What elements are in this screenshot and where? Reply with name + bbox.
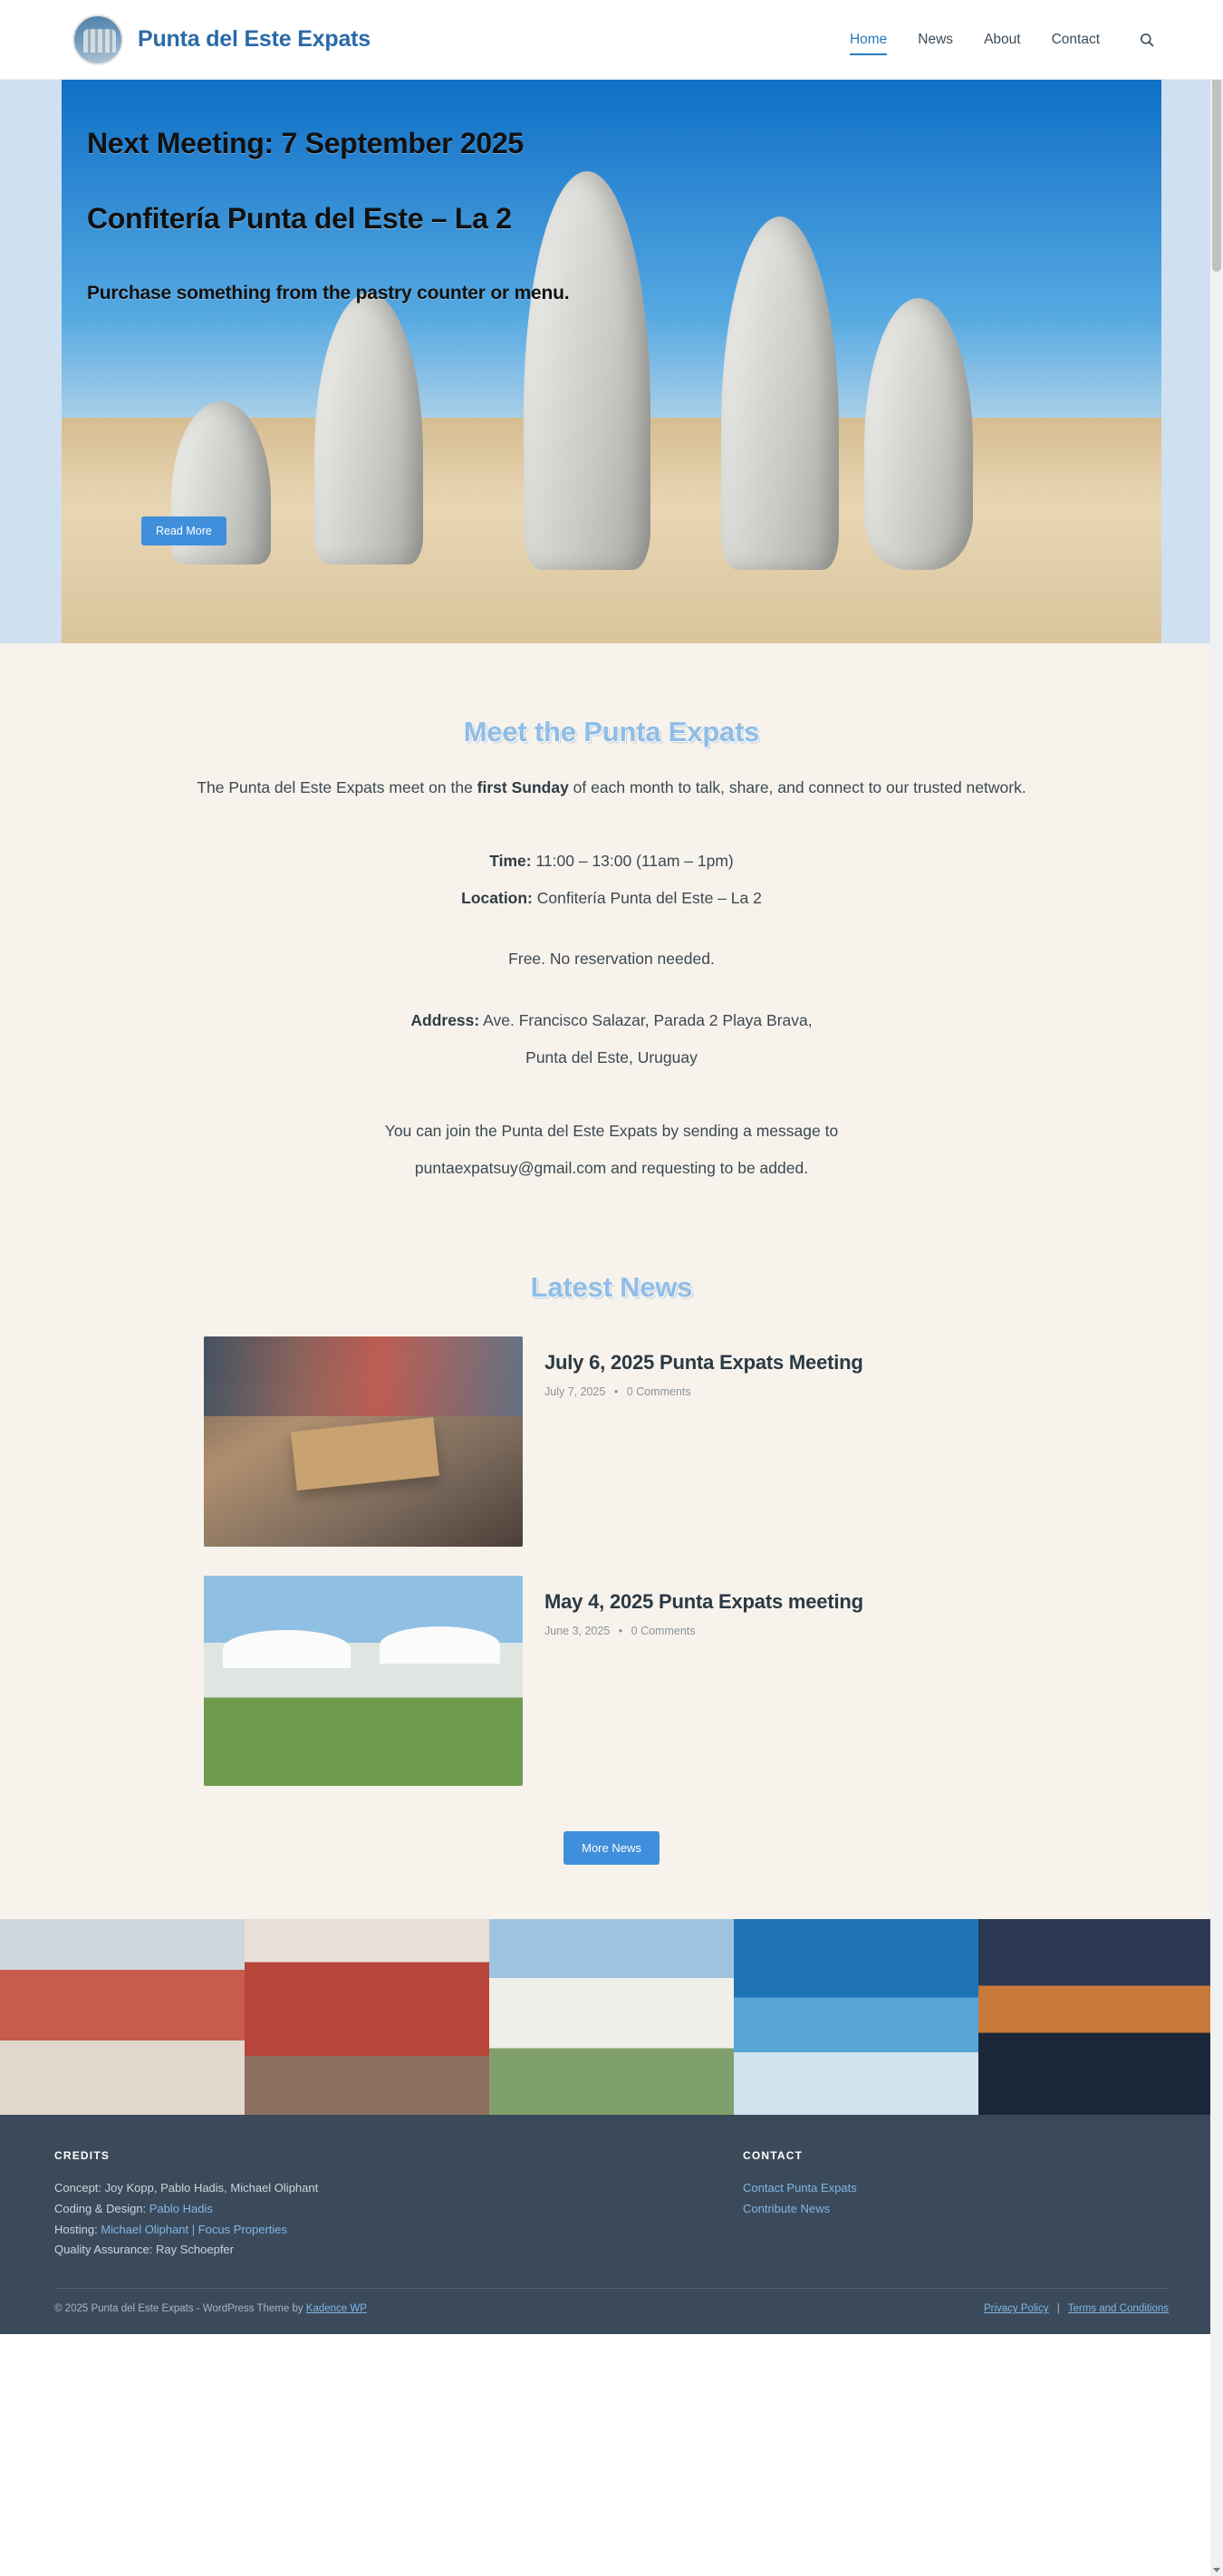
time-value: 11:00 – 13:00 (11am – 1pm) [531,852,734,871]
news-text [544,1576,863,1637]
hero-note: Purchase something from the pastry counter or menu. [87,283,570,304]
search-icon[interactable] [1136,29,1158,51]
news-thumbnail-image[interactable] [204,1576,523,1786]
meet-join-line1: You can join the Punta del Este Expats by sending a message to [384,1121,839,1140]
news-item-date: July 7, 2025 [544,1385,606,1398]
hero-headline: Next Meeting: 7 September 2025 [87,127,524,159]
meta-separator: • [613,1385,619,1398]
site-logo-icon [72,14,123,65]
contact-punta-expats-link[interactable]: Contact Punta Expats [743,2181,857,2195]
legal-separator: | [1056,2303,1060,2314]
nav-item-home[interactable]: Home [850,26,887,53]
hero-banner-image [62,80,1161,643]
meet-intro [159,776,1064,800]
site-footer [0,2115,1223,2334]
credit-link-pablo-hadis[interactable]: Pablo Hadis [149,2201,213,2215]
list-item[interactable] [204,1336,1019,1547]
meet-section-title: Meet the Punta Expats [463,716,760,748]
credit-label-qa: Quality Assurance: [54,2243,156,2257]
site-header [0,0,1223,80]
main-navigation [850,26,1158,53]
spacer [159,985,1064,1008]
news-thumbnail-image[interactable] [204,1336,523,1547]
news-item-title[interactable]: May 4, 2025 Punta Expats meeting [544,1590,863,1613]
more-news-wrapper [0,1815,1223,1919]
contact-heading: CONTACT [743,2149,804,2162]
strip-photo-beach-waves [734,1919,978,2115]
meet-address-row [159,1008,1064,1033]
news-list [204,1331,1019,1786]
news-item-comments[interactable]: 0 Comments [626,1385,691,1398]
meet-intro-part2: of each month to talk, share, and connect to our trusted network. [568,778,1026,796]
theme-credit-link[interactable]: Kadence WP [305,2303,367,2314]
news-item-comments[interactable]: 0 Comments [631,1625,696,1637]
contact-link-row-2 [743,2199,1169,2220]
credit-line-concept [54,2178,743,2199]
meet-address-line2: Punta del Este, Uruguay [525,1047,698,1066]
site-brand[interactable] [72,14,371,65]
footer-contact-column [743,2149,1169,2261]
location-value: Confitería Punta del Este – La 2 [532,889,762,908]
news-item-meta [544,1625,863,1637]
site-title: Punta del Este Expats [138,26,371,52]
credit-line-coding [54,2199,743,2220]
read-more-button[interactable]: Read More [141,516,226,545]
credit-label-hosting: Hosting: [54,2222,101,2236]
page-scrollbar[interactable] [1210,0,1223,2576]
meet-copy [159,776,1064,1181]
privacy-policy-link[interactable]: Privacy Policy [983,2303,1049,2314]
meet-intro-bold: first Sunday [477,778,569,796]
spacer [0,1193,1223,1249]
footer-columns [54,2149,1169,2288]
list-item[interactable] [204,1576,1019,1786]
spacer [159,813,1064,849]
credit-line-hosting [54,2220,743,2241]
copyright-label: © 2025 Punta del Este Expats - WordPress Theme by [54,2303,306,2314]
credit-value-concept: Joy Kopp, Pablo Hadis, Michael Oliphant [104,2181,319,2195]
time-label: Time: [489,852,532,871]
photo-strip [0,1919,1223,2115]
news-item-meta [544,1385,863,1398]
contribute-news-link[interactable]: Contribute News [743,2201,831,2215]
footer-bottom-bar [54,2288,1169,2334]
strip-photo-red-chairs [245,1919,489,2115]
news-item-title[interactable]: July 6, 2025 Punta Expats Meeting [544,1351,863,1374]
news-item-date: June 3, 2025 [544,1625,611,1637]
location-label: Location: [461,889,533,908]
meet-join-line2: puntaexpatsuy@gmail.com and requesting to be added. [414,1158,809,1177]
nav-item-contact[interactable]: Contact [1051,31,1100,47]
meta-separator: • [618,1625,623,1637]
hero-text-block [87,127,1125,304]
content-section [0,643,1223,1919]
meet-intro-part1: The Punta del Este Expats meet on the [197,778,477,796]
spacer [159,923,1064,947]
credit-label-coding: Coding & Design: [54,2201,149,2215]
spacer [159,1083,1064,1119]
news-text [544,1336,863,1398]
nav-item-about[interactable]: About [984,31,1021,47]
meet-time-row [159,849,1064,873]
meet-location-row [159,886,1064,911]
hero-subheadline: Confitería Punta del Este – La 2 [87,202,512,235]
strip-photo-sunset-coast [978,1919,1223,2115]
strip-photo-dining-crowd [0,1919,245,2115]
credit-link-focus-properties[interactable]: Michael Oliphant | Focus Properties [101,2222,288,2236]
footer-credits-column [54,2149,743,2261]
credits-heading: CREDITS [54,2149,111,2162]
contact-link-row-1 [743,2178,1169,2199]
credit-label-concept: Concept: [54,2181,105,2195]
legal-links [984,2303,1169,2314]
terms-and-conditions-link[interactable]: Terms and Conditions [1067,2303,1169,2314]
more-news-button[interactable]: More News [563,1831,660,1865]
hero-section [0,80,1223,643]
credit-value-qa: Ray Schoepfer [156,2243,234,2257]
latest-news-title: Latest News [530,1271,693,1303]
scroll-down-arrow-icon[interactable] [1213,2568,1220,2572]
credit-line-qa [54,2240,743,2261]
address-label: Address: [410,1010,480,1029]
nav-item-news[interactable]: News [918,31,954,47]
meet-free-note: Free. No reservation needed. [508,950,715,969]
copyright-text [54,2303,367,2314]
address-value: Ave. Francisco Salazar, Parada 2 Playa Brava, [479,1010,813,1029]
strip-photo-white-umbrellas [489,1919,734,2115]
